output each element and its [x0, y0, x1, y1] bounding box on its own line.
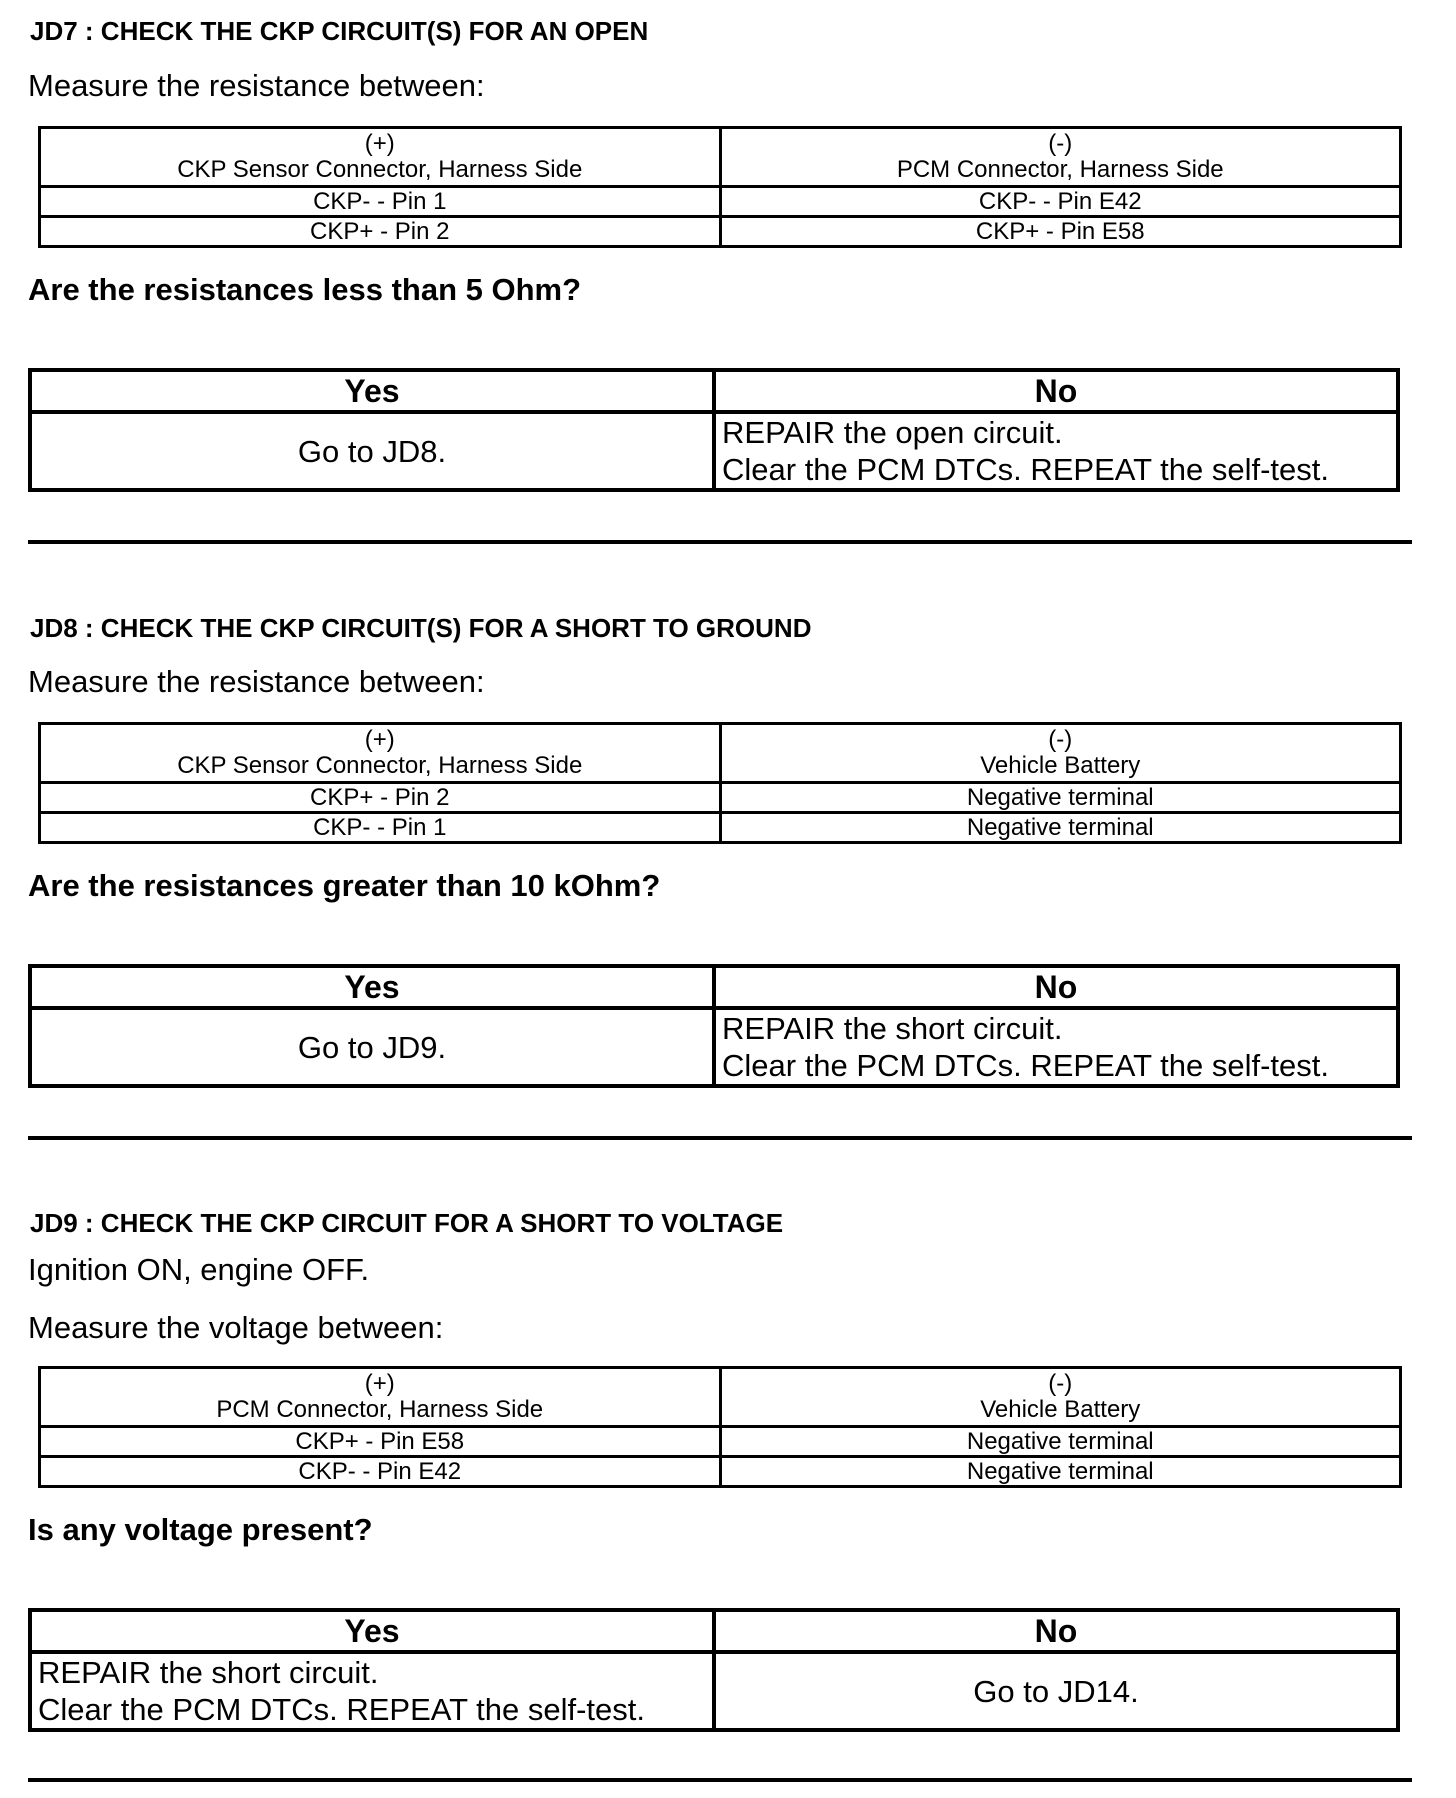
neg-symbol: (-) [1048, 130, 1073, 157]
pos-pin-cell: CKP+ - Pin 2 [40, 783, 721, 813]
yes-action [30, 412, 714, 490]
pos-header-cell [40, 128, 721, 187]
table-row [40, 783, 1401, 813]
neg-symbol: (-) [1048, 726, 1073, 753]
neg-pin-cell: CKP+ - Pin E58 [720, 217, 1401, 247]
pos-header-cell [40, 1368, 721, 1427]
section-divider [28, 1136, 1412, 1140]
question: Is any voltage present? [28, 1512, 373, 1547]
section-divider [28, 1778, 1412, 1782]
pos-symbol: (+) [364, 1370, 395, 1397]
step-title: JD8 : CHECK THE CKP CIRCUIT(S) FOR A SHORT TO GROUND [30, 613, 812, 643]
no-action [714, 1008, 1398, 1086]
pos-pin-cell: CKP+ - Pin E58 [40, 1427, 721, 1457]
action-line: Go to JD8. [297, 433, 447, 469]
step-title: JD7 : CHECK THE CKP CIRCUIT(S) FOR AN OPEN [30, 16, 649, 46]
action-line: Clear the PCM DTCs. REPEAT the self-test. [722, 452, 1329, 487]
instruction: Measure the voltage between: [28, 1310, 444, 1345]
section-divider [28, 540, 1412, 544]
yes-action [30, 1652, 714, 1730]
question: Are the resistances greater than 10 kOhm? [28, 868, 661, 903]
action-line: Go to JD9. [297, 1029, 447, 1065]
yes-header: Yes [30, 1610, 714, 1652]
pos-label: PCM Connector, Harness Side [216, 1396, 544, 1423]
no-action [714, 1652, 1398, 1730]
instruction: Measure the resistance between: [28, 664, 485, 699]
result-table [28, 964, 1400, 1088]
result-table [28, 368, 1400, 492]
step-title: JD9 : CHECK THE CKP CIRCUIT FOR A SHORT TO VOLTAGE [30, 1208, 784, 1238]
no-header: No [714, 370, 1398, 412]
yes-header: Yes [30, 370, 714, 412]
neg-pin-cell: Negative terminal [720, 1457, 1401, 1487]
measure-table [38, 126, 1402, 248]
pos-header-cell [40, 724, 721, 783]
no-action [714, 412, 1398, 490]
neg-header-cell [720, 1368, 1401, 1427]
action-line: Go to JD14. [973, 1673, 1139, 1709]
neg-symbol: (-) [1048, 1370, 1073, 1397]
pos-symbol: (+) [364, 130, 395, 157]
pos-label: CKP Sensor Connector, Harness Side [177, 752, 583, 779]
no-header: No [714, 966, 1398, 1008]
neg-label: Vehicle Battery [980, 1396, 1141, 1423]
action-line: Clear the PCM DTCs. REPEAT the self-test. [38, 1692, 645, 1727]
neg-label: PCM Connector, Harness Side [896, 156, 1224, 183]
neg-pin-cell: Negative terminal [720, 1427, 1401, 1457]
no-header: No [714, 1610, 1398, 1652]
measure-table [38, 722, 1402, 844]
neg-pin-cell: Negative terminal [720, 813, 1401, 843]
pos-pin-cell: CKP- - Pin 1 [40, 813, 721, 843]
measure-table [38, 1366, 1402, 1488]
table-row [40, 1427, 1401, 1457]
question: Are the resistances less than 5 Ohm? [28, 272, 582, 307]
table-row [40, 187, 1401, 217]
yes-action [30, 1008, 714, 1086]
instruction: Ignition ON, engine OFF. [28, 1252, 370, 1287]
pos-pin-cell: CKP+ - Pin 2 [40, 217, 721, 247]
table-row [40, 813, 1401, 843]
table-row [40, 1457, 1401, 1487]
pos-pin-cell: CKP- - Pin E42 [40, 1457, 721, 1487]
pos-pin-cell: CKP- - Pin 1 [40, 187, 721, 217]
action-line: REPAIR the short circuit. [38, 1655, 379, 1690]
neg-label: Vehicle Battery [980, 752, 1141, 779]
action-line: REPAIR the open circuit. [722, 415, 1063, 450]
table-row [40, 217, 1401, 247]
neg-pin-cell: CKP- - Pin E42 [720, 187, 1401, 217]
yes-header: Yes [30, 966, 714, 1008]
pos-symbol: (+) [364, 726, 395, 753]
pos-label: CKP Sensor Connector, Harness Side [177, 156, 583, 183]
result-table [28, 1608, 1400, 1732]
neg-pin-cell: Negative terminal [720, 783, 1401, 813]
action-line: REPAIR the short circuit. [722, 1011, 1063, 1046]
neg-header-cell [720, 128, 1401, 187]
neg-header-cell [720, 724, 1401, 783]
instruction: Measure the resistance between: [28, 68, 485, 103]
action-line: Clear the PCM DTCs. REPEAT the self-test. [722, 1048, 1329, 1083]
